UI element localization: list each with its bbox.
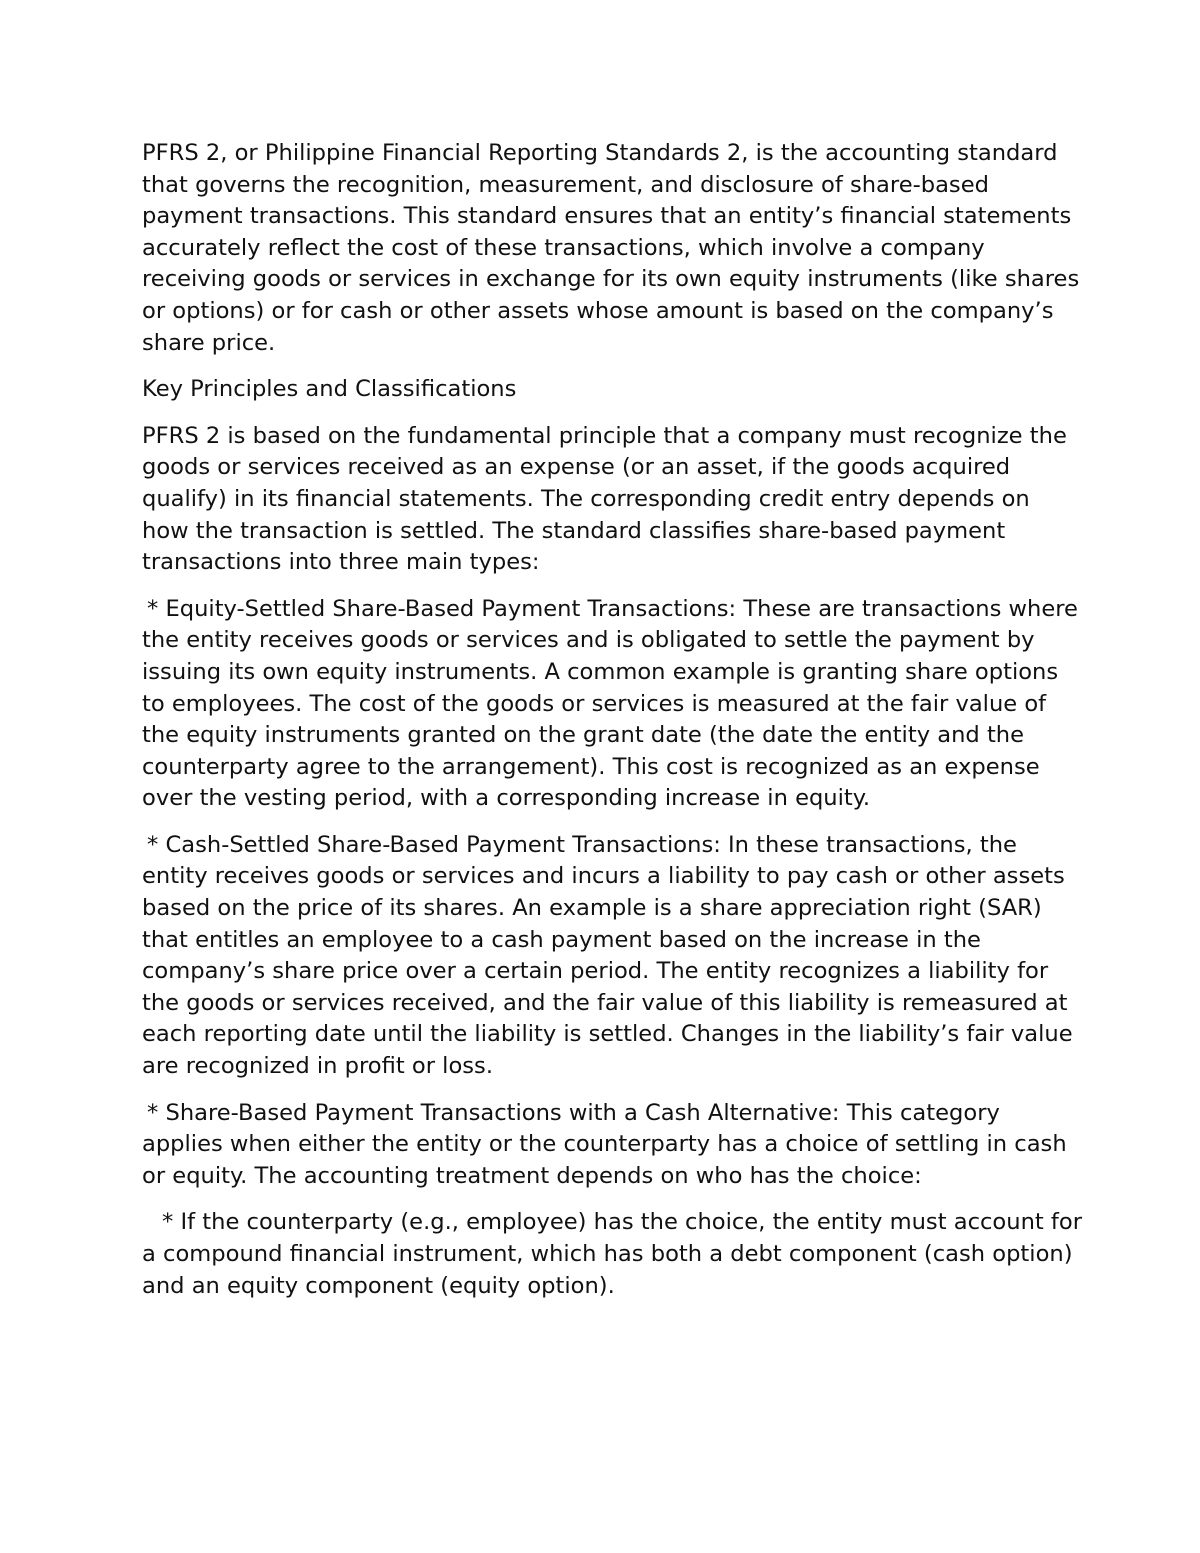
bullet-cash-settled: * Cash-Settled Share-Based Payment Transactions: In these transactions, the entity receives goods or services and incurs a liability to pay cash or other assets based on the price of its shares. An example is a share appreciation right (SAR) that entitles an employee to a cash payment based on the increase in the company’s share price over a certain period. The entity recognizes a liability for the goods or services received, and the fair value of this liability is remeasured at each reporting date until the liability is settled. Changes in the liability’s fair value are recognized in profit or loss. <box>142 831 1073 1080</box>
section-heading: Key Principles and Classifications <box>142 376 517 403</box>
intro-paragraph: PFRS 2, or Philippine Financial Reporting Standards 2, is the accounting standard that governs the recognition, measurement, and disclosure of share-based payment transactions. This standard ensures that an entity’s financial statements accurately reflect the cost of these transactions, which involve a company receiving goods or services in exchange for its own equity instruments (like shares or options) or for cash or other assets whose amount is based on the company’s share price. <box>142 140 1080 356</box>
document-body <box>142 138 1082 1317</box>
principle-paragraph: PFRS 2 is based on the fundamental principle that a company must recognize the goods or services received as an expense (or an asset, if the goods acquired qualify) in its financial statements. The corresponding credit entry depends on how the transaction is settled. The standard classifies share-based payment transactions into three main types: <box>142 422 1067 576</box>
bullet-equity-settled: * Equity-Settled Share-Based Payment Transactions: These are transactions where the entity receives goods or services and is obligated to settle the payment by issuing its own equity instruments. A common example is granting share options to employees. The cost of the goods or services is measured at the fair value of the equity instruments granted on the grant date (the date the entity and the counterparty agree to the arrangement). This cost is recognized as an expense over the vesting period, with a corresponding increase in equity. <box>142 595 1078 812</box>
subbullet-counterparty-choice: * If the counterparty (e.g., employee) has the choice, the entity must account for a compound financial instrument, which has both a debt component (cash option) and an equity component (equity option). <box>142 1209 1083 1299</box>
bullet-cash-alternative: * Share-Based Payment Transactions with a Cash Alternative: This category applies when either the entity or the counterparty has a choice of settling in cash or equity. The accounting treatment depends on who has the choice: <box>142 1099 1067 1189</box>
